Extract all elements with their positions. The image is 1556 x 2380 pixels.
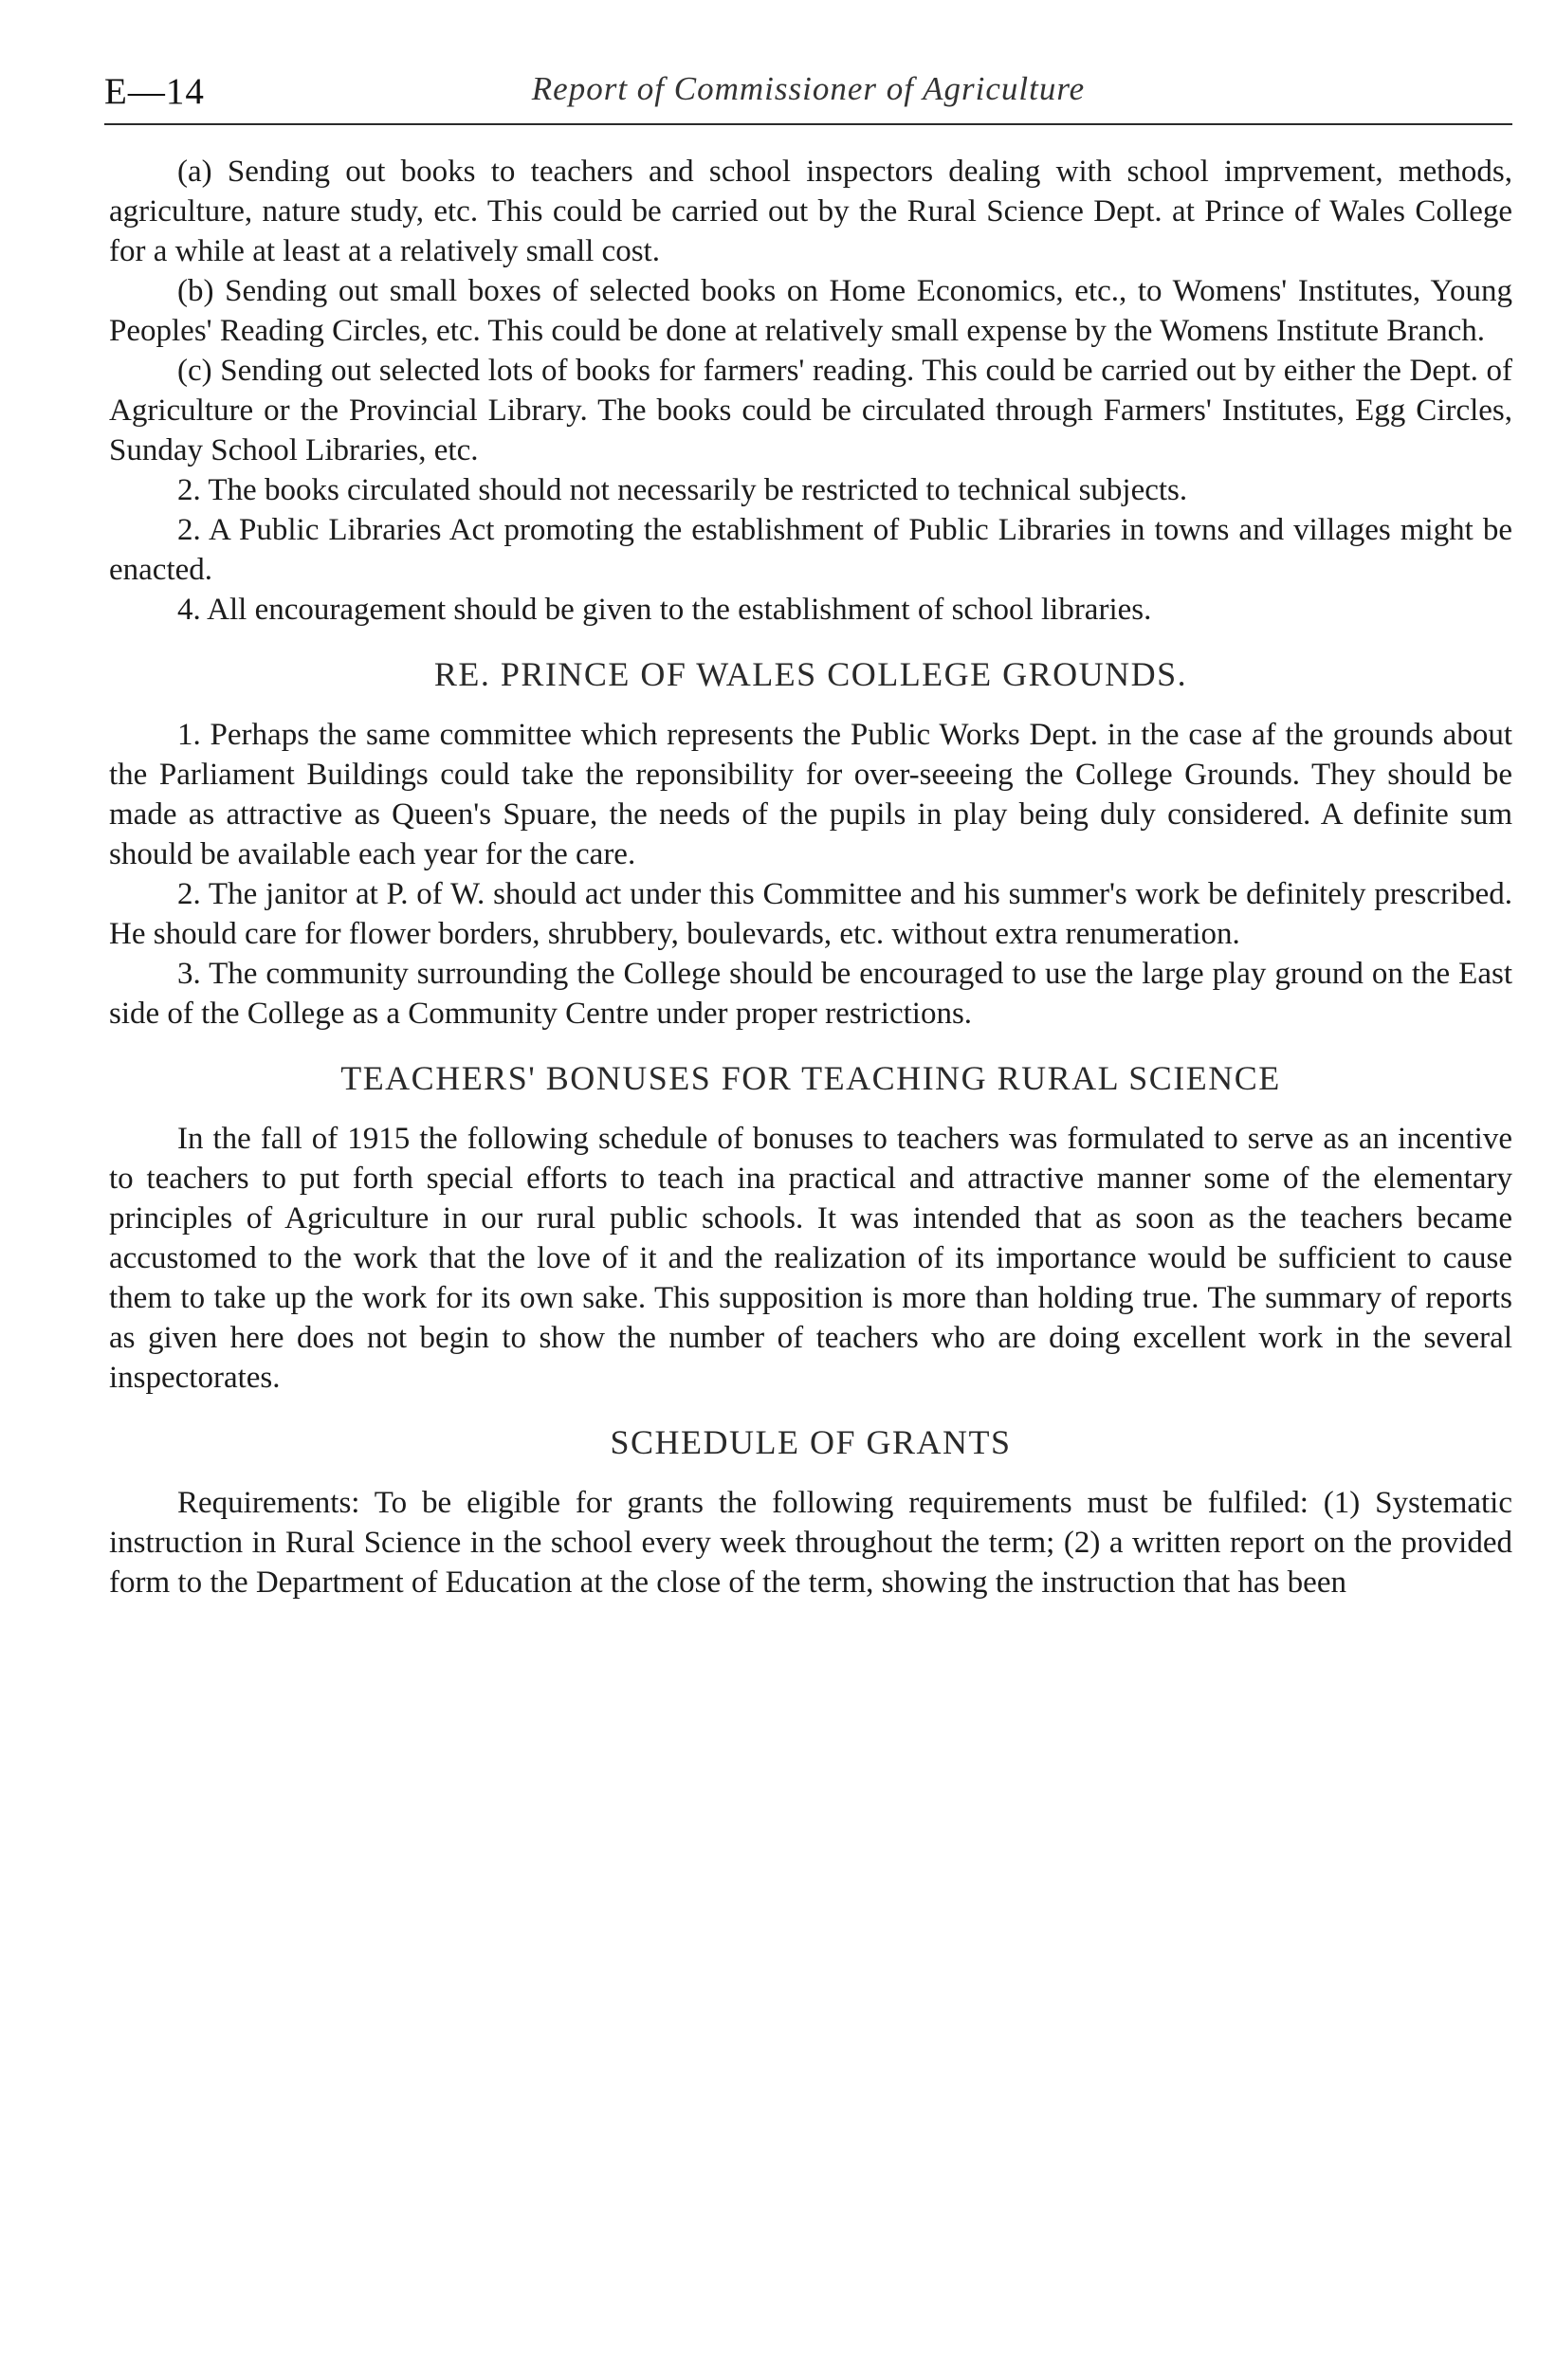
running-title: Report of Commissioner of Agriculture bbox=[531, 70, 1086, 107]
paragraph-grounds-2: 2. The janitor at P. of W. should act under this Committee and his summer's work be definitely prescribed. He should care for flower borders, shrubbery, boulevards, etc. without extra renumeration. bbox=[109, 877, 1512, 951]
paragraph-item-2-books: 2. The books circulated should not necessarily be restricted to technical subjects. bbox=[177, 473, 1188, 507]
heading-schedule-of-grants: SCHEDULE OF GRANTS bbox=[610, 1423, 1012, 1461]
heading-college-grounds: RE. PRINCE OF WALES COLLEGE GROUNDS. bbox=[433, 655, 1188, 693]
paragraph-requirements: Requirements: To be eligible for grants the following requirements must be fulfiled: (1) Systematic instruction in Rural Science in the school every week throughout the term; (2) a written report on the provided form to the Department of Education at the close of the term, showing the instruction that has been bbox=[109, 1486, 1512, 1600]
paragraph-item-c: (c) Sending out selected lots of books for farmers' reading. This could be carried out by either the Dept. of Agriculture or the Provincial Library. The books could be circulated through Farmers' Institutes, Egg Circles, Sunday School Libraries, etc. bbox=[109, 354, 1512, 467]
running-header bbox=[104, 64, 1512, 125]
page-body bbox=[109, 152, 1512, 1602]
paragraph-item-b: (b) Sending out small boxes of selected books on Home Economics, etc., to Womens' Institutes, Young Peoples' Reading Circles, etc. This could be done at relatively small expense by the Womens Institute Branch. bbox=[109, 274, 1512, 348]
paragraph-item-4: 4. All encouragement should be given to the establishment of school libraries. bbox=[177, 593, 1152, 627]
paragraph-grounds-3: 3. The community surrounding the College should be encouraged to use the large play ground on the East side of the College as a Community Centre under proper restrictions. bbox=[109, 957, 1512, 1031]
paragraph-bonuses: In the fall of 1915 the following schedule of bonuses to teachers was formulated to serve as an incentive to teachers to put forth special efforts to teach ina practical and attractive manner some of the elementary principles of Agriculture in our rural public schools. It was intended that as soon as the teachers became accustomed to the work that the love of it and the realization of its importance would be sufficient to cause them to take up the work for its own sake. This supposition is more than holding true. The summary of reports as given here does not begin to show the number of teachers who are doing excellent work in the several inspectorates. bbox=[109, 1122, 1512, 1395]
paragraph-item-2-act: 2. A Public Libraries Act promoting the establishment of Public Libraries in towns and villages might be enacted. bbox=[109, 513, 1512, 587]
heading-teachers-bonuses: TEACHERS' BONUSES FOR TEACHING RURAL SCIENCE bbox=[340, 1059, 1281, 1097]
paragraph-item-a: (a) Sending out books to teachers and school inspectors dealing with school imprvement, methods, agriculture, nature study, etc. This could be carried out by the Rural Science Dept. at Prince of Wales College for a while at least at a relatively small cost. bbox=[109, 155, 1512, 268]
paragraph-grounds-1: 1. Perhaps the same committee which represents the Public Works Dept. in the case af the grounds about the Parliament Buildings could take the reponsibility for over-seeeing the College Grounds. They should be made as attractive as Queen's Spuare, the needs of the pupils in play being duly considered. A definite sum should be available each year for the care. bbox=[109, 718, 1512, 871]
page-number: E—14 bbox=[104, 71, 205, 112]
